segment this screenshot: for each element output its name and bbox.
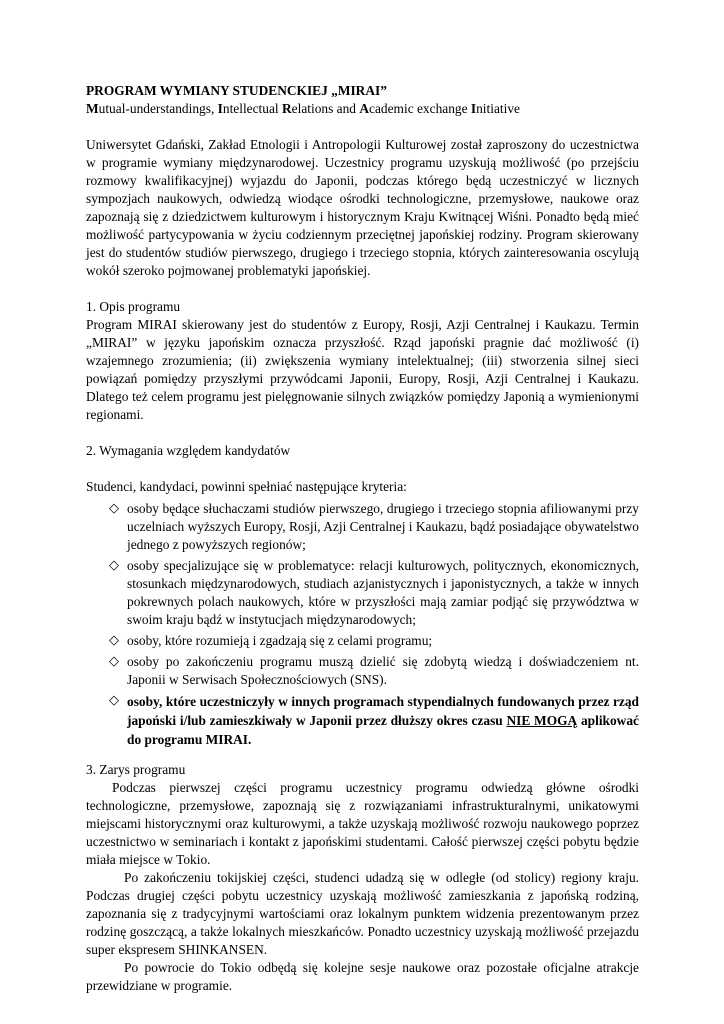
section-heading: 3. Zarys programu xyxy=(86,762,186,777)
criteria-text: osoby, które rozumieją i zgadzają się z celami programu; xyxy=(127,633,433,648)
outline-paragraph: Po powrocie do Tokio odbędą się kolejne sesje naukowe oraz pozostałe oficjalne atrakcje przewidziane w programie. xyxy=(86,960,639,993)
criteria-text: osoby po zakończeniu programu muszą dzielić się zdobytą wiedzą i doświadczeniem nt. Japonii w Serwisach Społecznościowych (SNS). xyxy=(127,654,639,687)
subtitle-initial: A xyxy=(359,101,370,116)
subtitle-text: utual-understandings, xyxy=(98,101,218,116)
document-subtitle xyxy=(86,100,639,118)
diamond-bullet-icon: ◇ xyxy=(109,633,119,648)
warning-text: osoby, które uczestniczyły w innych programach stypendialnych fundowanych przez rząd japoński i/lub zamieszkiwały w Japonii przez dłuższy okres czasu xyxy=(127,694,639,728)
section-body: Program MIRAI skierowany jest do studentów z Europy, Rosji, Azji Centralnej i Kaukazu. Termin „MIRAI” w języku japońskim oznacza przyszłość. Rząd japoński pragnie dać możliwość (i) wzajemnego zrozumienia; (ii) zwiększenia wymiany intelektualnej; (iii) stworzenia silnej sieci powiązań pomiędzy przyszłymi przywódcami Japonii, Europy, Rosji, Azji Centralnej i Kaukazu. Dlatego też celem programu jest pielęgnowanie silnych związków pomiędzy Japonią a wymienionymi regionami. xyxy=(86,317,639,422)
subtitle-text: elations and xyxy=(291,101,360,116)
criteria-item xyxy=(86,500,639,554)
criteria-item-warning xyxy=(86,692,639,749)
requirements-intro: Studenci, kandydaci, powinni spełniać następujące kryteria: xyxy=(86,479,407,494)
criteria-item xyxy=(86,653,639,689)
intro-paragraph: Uniwersytet Gdański, Zakład Etnologii i Antropologii Kulturowej został zaproszony do uczestnictwa w programie wymiany międzynarodowej. Uczestnicy programu uzyskują możliwość (po przejściu rozmowy kwalifikacyjnej) wyjazdu do Japonii, podczas którego będą uczestniczyć w licznych sympozjach naukowych, odwiedzą wiodące ośrodki technologiczne, przemysłowe, naukowe oraz zapoznają się z dziedzictwem kulturowym i historycznym Kraju Kwitnącej Wiśni. Ponadto będą mieć możliwość partycypowania w życiu codziennym przeciętnej japońskiej rodziny. Program skierowany jest do studentów studiów pierwszego, drugiego i trzeciego stopnia, których zainteresowania oscylują wokół szeroko pojmowanej problematyki japońskiej. xyxy=(86,137,639,278)
diamond-bullet-icon: ◇ xyxy=(109,654,119,669)
document-title: PROGRAM WYMIANY STUDENCKIEJ „MIRAI” xyxy=(86,83,387,98)
criteria-item xyxy=(86,557,639,629)
outline-paragraph: Podczas pierwszej części programu uczestnicy programu odwiedzą główne ośrodki technologiczne, przemysłowe, zapoznają się z rozwiązaniami infrastrukturalnymi, unikatowymi miejscami historycznymi oraz kulturowymi, a także uzyskają możliwość rozwoju naukowego poprzez uczestnictwo w seminariach i kontakt z japońskimi studentami. Całość pierwszej części pobytu będzie miała miejsce w Tokio. xyxy=(86,780,639,867)
subtitle-initial: I xyxy=(470,101,477,116)
section-program-outline xyxy=(86,761,639,995)
diamond-bullet-icon: ◇ xyxy=(109,558,119,573)
outline-paragraph: Po zakończeniu tokijskiej części, studenci udadzą się w odległe (od stolicy) regiony kraju. Podczas drugiej części pobytu uczestnicy uzyskają możliwość zamieszkania z japońską rodziną, zapoznania się z tradycyjnymi wartościami oraz lokalnym punktem widzenia prezentowanym przez rodzinę goszczącą, a także lokalnych mieszkańców. Ponadto uczestnicy uzyskają możliwość przejazdu super ekspresem SHINKANSEN. xyxy=(86,870,639,957)
subtitle-text: ntellectual xyxy=(222,101,282,116)
section-heading: 1. Opis programu xyxy=(86,299,181,314)
criteria-item xyxy=(86,632,639,650)
criteria-list xyxy=(86,500,639,749)
section-heading: 2. Wymagania względem kandydatów xyxy=(86,443,291,458)
subtitle-initial: R xyxy=(282,101,292,116)
section-program-description xyxy=(86,298,639,424)
subtitle-text: nitiative xyxy=(476,101,520,116)
warning-text-end: aplikować do programu MIRAI. xyxy=(127,713,639,747)
criteria-text: osoby będące słuchaczami studiów pierwszego, drugiego i trzeciego stopnia afiliowanymi przy uczelniach wyższych Europy, Rosji, Azji Centralnej i Kaukazu, bądź posiadające obywatelstwo jednego z powyższych regionów; xyxy=(127,501,639,552)
diamond-bullet-icon: ◇ xyxy=(109,501,119,516)
subtitle-initial: I xyxy=(217,101,223,116)
diamond-bullet-icon: ◇ xyxy=(109,693,119,708)
criteria-text: osoby specjalizujące się w problematyce: relacji kulturowych, politycznych, ekonomicznych, stosunkach międzynarodowych, studiach azjanistycznych i japonistycznych, a także w innych pokrewnych polach naukowych, które w przyszłości mają zamiar podjąć się przywództwa w swoim kraju bądź w instytucjach międzynarodowych; xyxy=(127,558,639,627)
subtitle-initial: M xyxy=(86,101,99,116)
warning-emphasis: NIE MOGĄ xyxy=(506,713,578,728)
subtitle-text: cademic exchange xyxy=(369,101,471,116)
section-requirements xyxy=(86,442,639,749)
